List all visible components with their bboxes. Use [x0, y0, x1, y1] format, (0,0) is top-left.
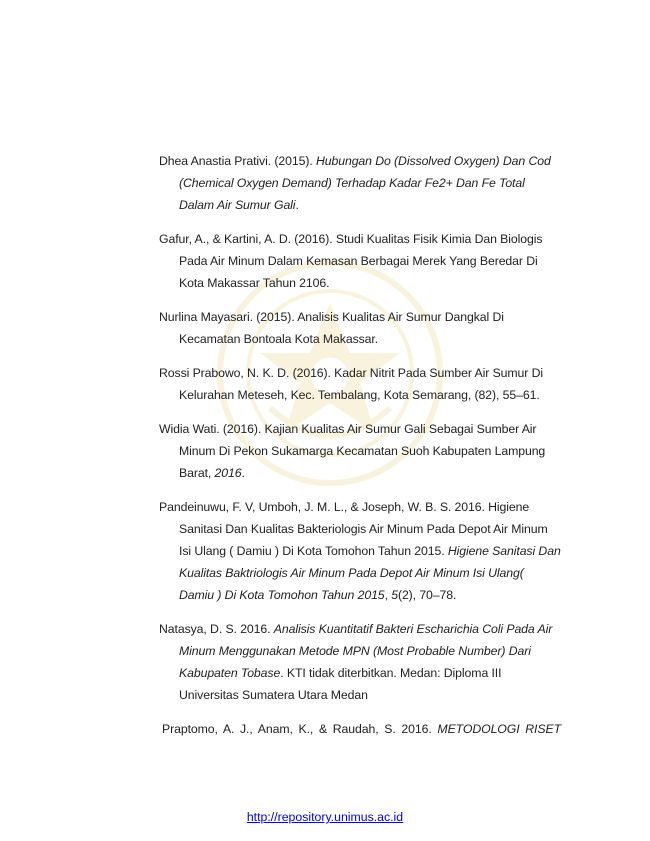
- reference-item: [159, 306, 561, 350]
- reference-list: [159, 150, 561, 740]
- reference-text: Gafur, A., & Kartini, A. D. (2016). Studi Kualitas Fisik Kimia Dan Biologis Pada Air Minum Dalam Kemasan Berbagai Merek Yang Beredar Di Kota Makassar Tahun 2106.: [159, 232, 543, 290]
- reference-title: Higiene Sanitasi Dan Kualitas Baktriologis Air Minum Pada Depot Air Minum Isi Ulang( Damiu ) Di Kota Tomohon Tahun 2015: [179, 544, 561, 602]
- reference-text: Praptomo, A. J., Anam, K., & Raudah, S. 2016.: [162, 722, 438, 736]
- reference-text: Pandeinuwu, F. V, Umboh, J. M. L., & Joseph, W. B. S. 2016. Higiene Sanitasi Dan Kualitas Bakteriologis Air Minum Pada Depot Air Minum Isi Ulang ( Damiu ) Di Kota Tomohon Tahun 2015.: [159, 500, 548, 558]
- reference-text: Dhea Anastia Prativi. (2015).: [159, 154, 316, 168]
- reference-text: ,: [384, 588, 392, 602]
- reference-item: [162, 718, 561, 740]
- reference-item: [159, 496, 561, 606]
- reference-text: Nurlina Mayasari. (2015). Analisis Kualitas Air Sumur Dangkal Di Kecamatan Bontoala Kota Makassar.: [159, 310, 504, 346]
- reference-text: (2), 70–78.: [397, 588, 457, 602]
- reference-text: . KTI tidak diterbitkan. Medan: Diploma III Universitas Sumatera Utara Medan: [179, 666, 502, 702]
- reference-text: .: [295, 198, 299, 212]
- reference-title: Analisis Kuantitatif Bakteri Escharichia Coli Pada Air Minum Menggunakan Metode MPN (Most Probable Number) Dari Kabupaten Tobase: [179, 622, 553, 680]
- reference-text: Rossi Prabowo, N. K. D. (2016). Kadar Nitrit Pada Sumber Air Sumur Di Kelurahan Meteseh, Kec. Tembalang, Kota Semarang, (82), 55–61.: [159, 366, 544, 402]
- reference-item: [159, 362, 561, 406]
- reference-item: [159, 228, 561, 294]
- reference-item: [159, 618, 561, 706]
- reference-title: METODOLOGI RISET: [437, 722, 561, 736]
- reference-item: [159, 418, 561, 484]
- reference-text: Natasya, D. S. 2016.: [159, 622, 274, 636]
- reference-title: Hubungan Do (Dissolved Oxygen) Dan Cod (Chemical Oxygen Demand) Terhadap Kadar Fe2+ Dan Fe Total Dalam Air Sumur Gali: [179, 154, 551, 212]
- reference-volume: 5: [391, 588, 398, 602]
- reference-text: .: [241, 466, 245, 480]
- repository-link[interactable]: http://repository.unimus.ac.id: [246, 810, 404, 824]
- page-footer: [0, 810, 650, 824]
- reference-text: Widia Wati. (2016). Kajian Kualitas Air Sumur Gali Sebagai Sumber Air Minum Di Pekon Sukamarga Kecamatan Suoh Kabupaten Lampung Barat,: [159, 422, 546, 480]
- reference-title: 2016: [214, 466, 242, 480]
- reference-item: [159, 150, 561, 216]
